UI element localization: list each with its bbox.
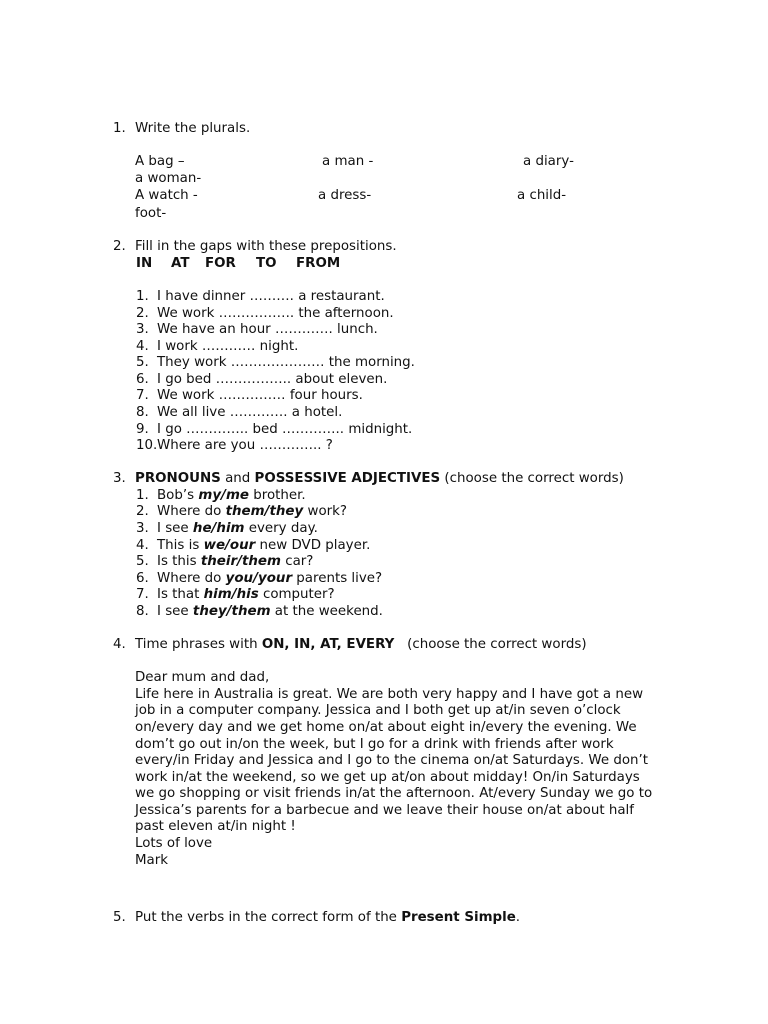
q2-item-text: We work …………….. the afternoon. bbox=[157, 306, 394, 321]
q3-item-post: at the weekend. bbox=[270, 604, 383, 619]
q3-item-pre: Where do bbox=[157, 571, 226, 586]
q3-item-pre: Where do bbox=[157, 504, 226, 519]
preposition-word: FROM bbox=[296, 256, 341, 271]
q3-item-post: work? bbox=[303, 504, 348, 519]
q2-item-number: 1. bbox=[136, 289, 149, 304]
q3-title-and: and bbox=[220, 471, 255, 486]
q1-word: a man - bbox=[322, 154, 374, 169]
q1-word: A watch - bbox=[135, 188, 198, 203]
q3-item-text bbox=[157, 553, 313, 570]
q3-item-pre: Bob’s bbox=[157, 488, 199, 503]
q3-item-post: car? bbox=[280, 554, 314, 569]
letter-line: past eleven at/in night ! bbox=[135, 819, 296, 834]
q3-title bbox=[135, 470, 624, 487]
q3-item-choice: you/your bbox=[225, 571, 293, 586]
q3-item-choice: them/they bbox=[225, 504, 304, 519]
q3-item-pre: Is this bbox=[157, 554, 201, 569]
q3-item-post: new DVD player. bbox=[255, 538, 371, 553]
q5-title-post: . bbox=[515, 910, 521, 925]
preposition-word: AT bbox=[171, 256, 190, 271]
preposition-word: TO bbox=[256, 256, 277, 271]
q5-title bbox=[135, 909, 520, 926]
q1-word: A bag – bbox=[135, 154, 185, 169]
q2-item-text: I have dinner ………. a restaurant. bbox=[157, 289, 385, 304]
q1-number: 1. bbox=[113, 121, 126, 136]
q5-title-pre: Put the verbs in the correct form of the bbox=[135, 910, 402, 925]
q4-title-rest: (choose the correct words) bbox=[394, 637, 587, 652]
q2-item-number: 9. bbox=[136, 422, 149, 437]
q1-word: a child- bbox=[517, 188, 567, 203]
q3-item-choice: my/me bbox=[198, 488, 249, 503]
q5-title-bold: Present Simple bbox=[401, 910, 516, 925]
q3-item-post: brother. bbox=[248, 488, 306, 503]
q3-item-text bbox=[157, 503, 347, 520]
letter-line: dom’t go out in/on the week, but I go for a drink with friends after work bbox=[135, 737, 614, 752]
q2-item-number: 7. bbox=[136, 388, 149, 403]
letter-line: on/every day and we get home on/at about eight in/every the evening. We bbox=[135, 720, 637, 735]
q3-item-text bbox=[157, 603, 383, 620]
q2-item-text: I go bed …………….. about eleven. bbox=[157, 372, 388, 387]
q3-item-choice: we/our bbox=[203, 538, 256, 553]
q3-item-pre: I see bbox=[157, 604, 193, 619]
q2-item-text: We have an hour …………. lunch. bbox=[157, 322, 378, 337]
preposition-word: FOR bbox=[205, 256, 236, 271]
q3-item-number: 6. bbox=[136, 571, 149, 586]
q3-item-number: 1. bbox=[136, 488, 149, 503]
q3-title-bold: PRONOUNS bbox=[135, 471, 221, 486]
q2-item-number: 10. bbox=[136, 438, 158, 453]
q2-number: 2. bbox=[113, 239, 126, 254]
letter-line: Dear mum and dad, bbox=[135, 670, 270, 685]
q3-item-post: every day. bbox=[244, 521, 318, 536]
q3-item-text bbox=[157, 520, 318, 537]
q2-item-text: We all live …………. a hotel. bbox=[157, 405, 343, 420]
q3-item-number: 5. bbox=[136, 554, 149, 569]
q2-item-text: I go ………….. bed ………….. midnight. bbox=[157, 422, 413, 437]
q3-item-number: 8. bbox=[136, 604, 149, 619]
q2-item-text: They work ………………… the morning. bbox=[157, 355, 415, 370]
q2-item-number: 3. bbox=[136, 322, 149, 337]
letter-line: we go shopping or visit friends in/at the afternoon. At/every Sunday we go to bbox=[135, 786, 653, 801]
preposition-word: IN bbox=[136, 256, 153, 271]
q2-title: Fill in the gaps with these prepositions. bbox=[135, 239, 397, 254]
q3-item-choice: they/them bbox=[192, 604, 271, 619]
q2-item-number: 4. bbox=[136, 339, 149, 354]
q2-item-number: 5. bbox=[136, 355, 149, 370]
q3-item-text bbox=[157, 586, 335, 603]
q5-number: 5. bbox=[113, 910, 126, 925]
letter-line: Mark bbox=[135, 853, 169, 868]
q1-word: a dress- bbox=[318, 188, 372, 203]
q1-word: a woman- bbox=[135, 171, 202, 186]
q2-item-number: 6. bbox=[136, 372, 149, 387]
q3-item-number: 7. bbox=[136, 587, 149, 602]
letter-line: work in/at the weekend, so we get up at/on about midday! On/in Saturdays bbox=[135, 770, 640, 785]
q3-title-rest: (choose the correct words) bbox=[440, 471, 624, 486]
q3-item-choice: their/them bbox=[200, 554, 281, 569]
q3-item-choice: he/him bbox=[192, 521, 245, 536]
q4-title bbox=[135, 636, 587, 653]
q1-title: Write the plurals. bbox=[135, 121, 251, 136]
q3-item-pre: This is bbox=[157, 538, 204, 553]
q3-item-pre: I see bbox=[157, 521, 193, 536]
letter-line: Lots of love bbox=[135, 836, 213, 851]
q4-title-pre: Time phrases with bbox=[135, 637, 262, 652]
q2-item-number: 8. bbox=[136, 405, 149, 420]
letter-line: job in a computer company. Jessica and I both get up at/in seven o’clock bbox=[135, 703, 621, 718]
letter-line: every/in Friday and Jessica and I go to the cinema on/at Saturdays. We don’t bbox=[135, 753, 649, 768]
q3-item-text bbox=[157, 570, 382, 587]
q4-title-bold: ON, IN, AT, EVERY bbox=[261, 637, 395, 652]
q3-item-number: 3. bbox=[136, 521, 149, 536]
q4-number: 4. bbox=[113, 637, 126, 652]
q3-item-post: parents live? bbox=[292, 571, 383, 586]
q2-item-text: I work ………… night. bbox=[157, 339, 299, 354]
letter-line: Life here in Australia is great. We are both very happy and I have got a new bbox=[135, 687, 644, 702]
q3-number: 3. bbox=[113, 471, 126, 486]
q3-item-text bbox=[157, 537, 370, 554]
q2-item-number: 2. bbox=[136, 306, 149, 321]
q3-item-choice: him/his bbox=[203, 587, 259, 602]
q3-title-bold: POSSESSIVE ADJECTIVES bbox=[254, 471, 441, 486]
q3-item-number: 2. bbox=[136, 504, 149, 519]
q3-item-pre: Is that bbox=[157, 587, 204, 602]
q3-item-post: computer? bbox=[258, 587, 335, 602]
q3-item-number: 4. bbox=[136, 538, 149, 553]
q2-item-text: Where are you ………….. ? bbox=[157, 438, 333, 453]
q3-item-text bbox=[157, 487, 306, 504]
q1-word: foot- bbox=[135, 206, 167, 221]
q1-word: a diary- bbox=[523, 154, 574, 169]
letter-line: Jessica’s parents for a barbecue and we leave their house on/at about half bbox=[135, 803, 634, 818]
q2-item-text: We work …………… four hours. bbox=[157, 388, 363, 403]
